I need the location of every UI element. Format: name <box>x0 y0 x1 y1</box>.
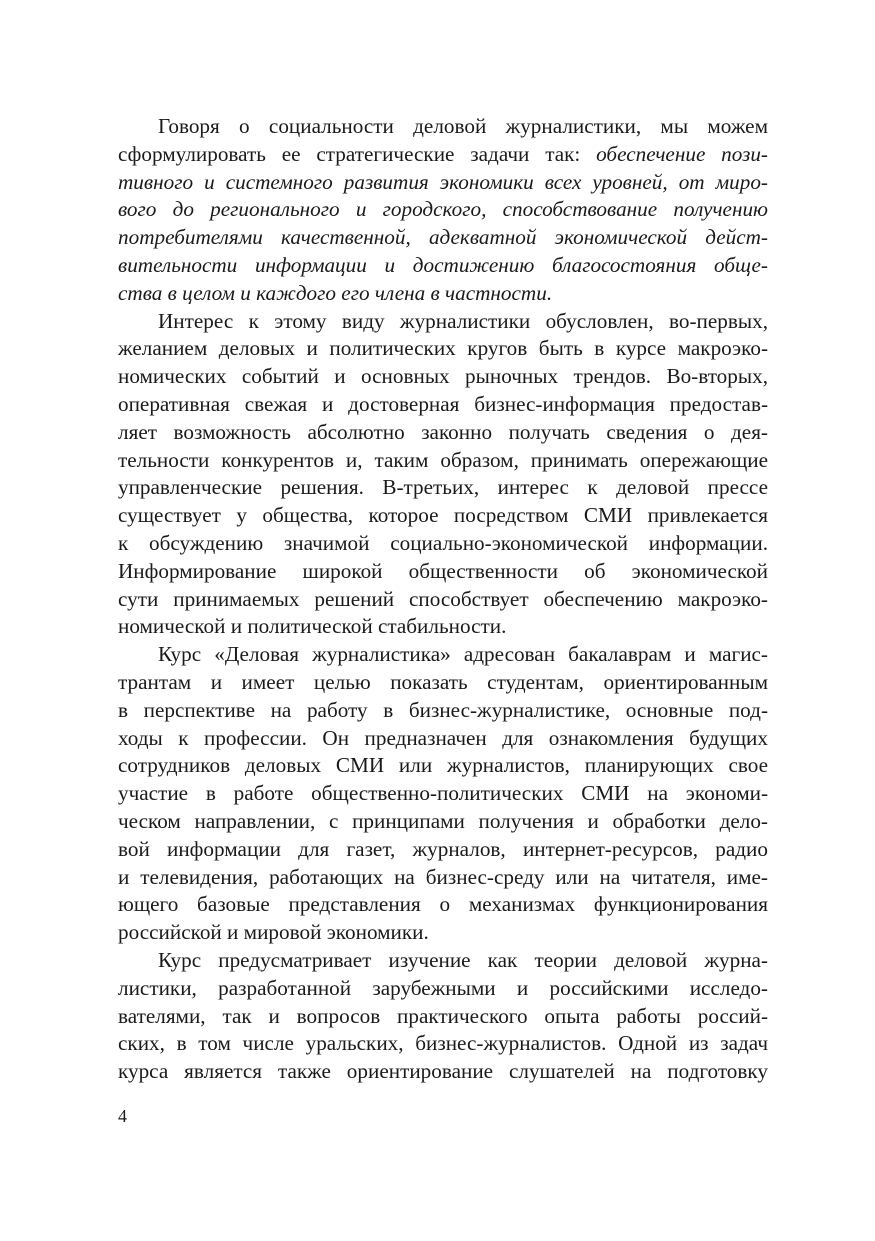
paragraph <box>118 641 768 947</box>
text-line <box>118 474 768 502</box>
text-line <box>118 419 768 447</box>
text-run: сформулировать ее стратегические задачи так: <box>118 141 597 166</box>
text-line <box>118 169 768 197</box>
text-run: существует у общества, которое посредством СМИ привлекается <box>118 503 768 528</box>
italic-text: тивного и системного развития экономики всех уровней, от миро- <box>118 169 768 194</box>
text-line <box>118 113 768 141</box>
text-run: ских, в том числе уральских, бизнес-журналистов. Одной из задач <box>118 1031 768 1056</box>
text-run: тельности конкурентов и, таким образом, принимать опережающие <box>118 447 768 472</box>
text-line <box>118 891 768 919</box>
italic-text: вительности информации и достижению благосостояния обще- <box>118 252 768 277</box>
text-run: номической и политической стабильности. <box>118 614 507 639</box>
text-run: сотрудников деловых СМИ или журналистов, планирующих свое <box>118 753 768 778</box>
text-line <box>118 836 768 864</box>
text-run: оперативная свежая и достоверная бизнес-информация предостав- <box>118 391 768 416</box>
text-run: трантам и имеет целью показать студентам, ориентированным <box>118 669 768 694</box>
text-line <box>118 641 768 669</box>
text-line <box>118 780 768 808</box>
page-number: 4 <box>118 1106 127 1126</box>
text-line <box>118 502 768 530</box>
text-run: вателями, так и вопросов практического опыта работы россий- <box>118 1003 768 1028</box>
italic-text: обеспечение пози- <box>596 141 768 166</box>
text-line <box>118 725 768 753</box>
text-line <box>118 1030 768 1058</box>
text-line <box>118 363 768 391</box>
text-run: Интерес к этому виду журналистики обусловлен, во-первых, <box>158 308 768 333</box>
text-run: участие в работе общественно-политических СМИ на экономи- <box>118 781 768 806</box>
text-run: желанием деловых и политических кругов быть в курсе макроэко- <box>118 336 768 361</box>
paragraph <box>118 947 768 1086</box>
text-line <box>118 391 768 419</box>
text-run: сути принимаемых решений способствует обеспечению макроэко- <box>118 586 768 611</box>
italic-text: ства в целом и каждого его члена в частности. <box>118 280 553 305</box>
text-line <box>118 558 768 586</box>
text-line <box>118 669 768 697</box>
text-line <box>118 975 768 1003</box>
text-run: и телевидения, работающих на бизнес-среду или на читателя, име- <box>118 864 768 889</box>
text-run: ющего базовые представления о механизмах функционирования <box>118 892 768 917</box>
italic-text: потребителями качественной, адекватной экономической дейст- <box>118 225 768 250</box>
text-line <box>118 613 768 641</box>
body-text <box>118 113 768 1086</box>
text-line <box>118 586 768 614</box>
text-line <box>118 447 768 475</box>
text-run: номических событий и основных рыночных трендов. Во-вторых, <box>118 364 768 389</box>
text-line <box>118 697 768 725</box>
text-line <box>118 280 768 308</box>
text-run: к обсуждению значимой социально-экономической информации. <box>118 530 768 555</box>
text-line <box>118 864 768 892</box>
text-run: курса является также ориентирование слушателей на подготовку <box>118 1059 768 1084</box>
text-line <box>118 919 768 947</box>
text-run: ходы к профессии. Он предназначен для ознакомления будущих <box>118 725 768 750</box>
paragraph <box>118 113 768 308</box>
text-line <box>118 196 768 224</box>
text-line <box>118 224 768 252</box>
text-line <box>118 335 768 363</box>
paragraph <box>118 308 768 642</box>
text-run: в перспективе на работу в бизнес-журналистике, основные под- <box>118 697 768 722</box>
text-run: управленческие решения. В-третьих, интерес к деловой прессе <box>118 475 768 500</box>
italic-text: вого до регионального и городского, способствование получению <box>118 197 768 222</box>
text-line <box>118 141 768 169</box>
text-line <box>118 530 768 558</box>
text-run: российской и мировой экономики. <box>118 920 429 945</box>
text-line <box>118 252 768 280</box>
text-run: Говоря о социальности деловой журналистики, мы можем <box>158 114 768 138</box>
text-line <box>118 808 768 836</box>
text-line <box>118 752 768 780</box>
text-run: ческом направлении, с принципами получения и обработки дело- <box>118 808 768 833</box>
text-line <box>118 1003 768 1031</box>
text-run: Курс «Деловая журналистика» адресован бакалаврам и магис- <box>158 642 768 667</box>
text-run: листики, разработанной зарубежными и российскими исследо- <box>118 975 768 1000</box>
text-line <box>118 1058 768 1086</box>
text-run: Курс предусматривает изучение как теории деловой журна- <box>158 947 768 972</box>
text-run: ляет возможность абсолютно законно получать сведения о дея- <box>118 419 768 444</box>
text-line <box>118 308 768 336</box>
text-run: вой информации для газет, журналов, интернет-ресурсов, радио <box>118 836 768 861</box>
text-run: Информирование широкой общественности об экономической <box>118 558 768 583</box>
text-line <box>118 947 768 975</box>
